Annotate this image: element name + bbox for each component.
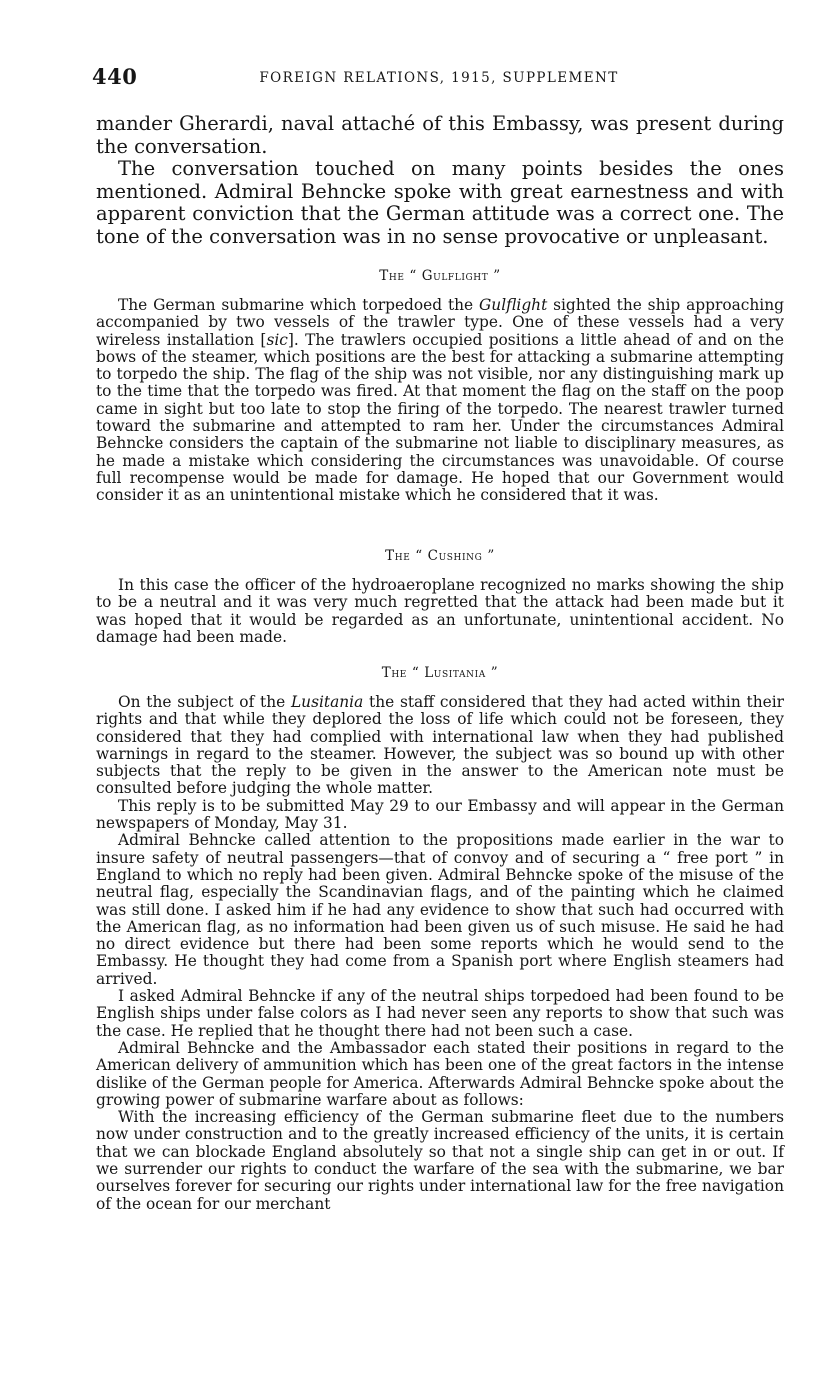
section-heading-lusitania: The “ Lusitania ”	[381, 665, 499, 681]
ship-name-italic: Gulflight	[479, 296, 548, 314]
page-number: 440	[92, 64, 138, 89]
reply-paragraph: This reply is to be submitted May 29 to our Embassy and will appear in the German newspapers of Monday, May 31.	[96, 796, 784, 833]
submarine-warfare-paragraph: With the increasing efficiency of the German submarine fleet due to the numbers now under construction and to the greatly increased efficiency of the units, it is certain that we can blockade England absolutely so that not a single ship can get in or out. If we surrender our rights to conduct the warfare of the sea with the submarine, we bar ourselves forever for securing our rights under international law for the free navigation of the ocean for our merchant	[96, 1108, 784, 1213]
cushing-paragraph: In this case the officer of the hydroaeroplane recognized no marks showing the ship to be a neutral and it was very much regretted that the attack had been made but it was hoped that it would be regarded as an unfortunate, unintentional accident. No damage had been made.	[96, 576, 784, 646]
section-heading-gulflight: The “ Gulflight ”	[379, 268, 501, 284]
ammunition-paragraph: Admiral Behncke and the Ambassador each stated their positions in regard to the American delivery of ammunition which has been one of the great factors in the intense dislike of the German people for America. Afterwards Admiral Behncke spoke about the growing power of submarine warfare about as follows:	[96, 1038, 784, 1109]
text-run: the staff considered that they had acted within their rights and that while they deplored the loss of life which could not be foreseen, they considered that they had complied with international law when they had published warnings in regard to the steamer. However, the subject was so bound up with other subjects that the reply to be given in the answer to the American note must be consulted before judging the whole matter.	[96, 693, 784, 798]
intro-paragraph: The conversation touched on many points besides the ones mentioned. Admiral Behncke spoke with great earnestness and with apparent conviction that the German attitude was a correct one. The tone of the conversation was in no sense provocative or unpleasant.	[96, 157, 784, 248]
cushing-section-text	[96, 577, 784, 646]
gulflight-paragraph	[96, 297, 784, 505]
intro-paragraph-continued: mander Gherardi, naval attaché of this Embassy, was present during the conversation.	[96, 112, 784, 158]
lusitania-paragraph	[96, 694, 784, 798]
text-run: ]. The trawlers occupied positions a little ahead of and on the bows of the steamer, which positions are the best for attacking a submarine attempting to torpedo the ship. The flag of the ship was not visible, nor any distinguishing mark up to the time that the torpedo was fired. At that moment the flag on the staff on the poop came in sight but too late to stop the firing of the torpedo. The nearest trawler turned toward the submarine and attempted to ram her. Under the circumstances Admiral Behncke considers the captain of the submarine not liable to disciplinary measures, as he made a mistake which considering the circumstances was unavoidable. Of course full recompense would be made for damage. He hoped that our Government would consider it as an unintentional mistake which he considered that it was.	[96, 330, 784, 505]
false-colors-paragraph: I asked Admiral Behncke if any of the neutral ships torpedoed had been found to be English ships under false colors as I had never seen any reports to show that such was the case. He replied that he thought there had not been such a case.	[96, 987, 784, 1040]
ship-name-italic: Lusitania	[290, 693, 364, 711]
section-heading-cushing: The “ Cushing ”	[385, 548, 495, 564]
gulflight-section-text	[96, 297, 784, 505]
text-run: sighted the ship approaching accompanied by two vessels of the trawler type. One of these vessels had a very wireless installation [	[96, 296, 784, 349]
lusitania-section-text	[96, 694, 784, 1213]
text-run: On the subject of the	[118, 693, 291, 711]
sic-italic: sic	[266, 330, 288, 349]
neutral-flag-paragraph: Admiral Behncke called attention to the propositions made earlier in the war to insure safety of neutral passengers—that of convoy and of securing a “ free port ” in England to which no reply had been given. Admiral Behncke spoke of the misuse of the neutral flag, especially the Scandinavian flags, and of the painting which he claimed was still done. I asked him if he had any evidence to show that such had occurred with the American flag, as no information had been given us of such misuse. He said he had no direct evidence but there had been some reports which he would send to the Embassy. He thought they had come from a Spanish port where English steamers had arrived.	[96, 831, 784, 988]
running-head: FOREIGN RELATIONS, 1915, SUPPLEMENT	[259, 70, 619, 86]
intro-paragraphs	[96, 113, 784, 248]
page-header	[92, 64, 786, 94]
text-run: The German submarine which torpedoed the	[118, 296, 479, 314]
